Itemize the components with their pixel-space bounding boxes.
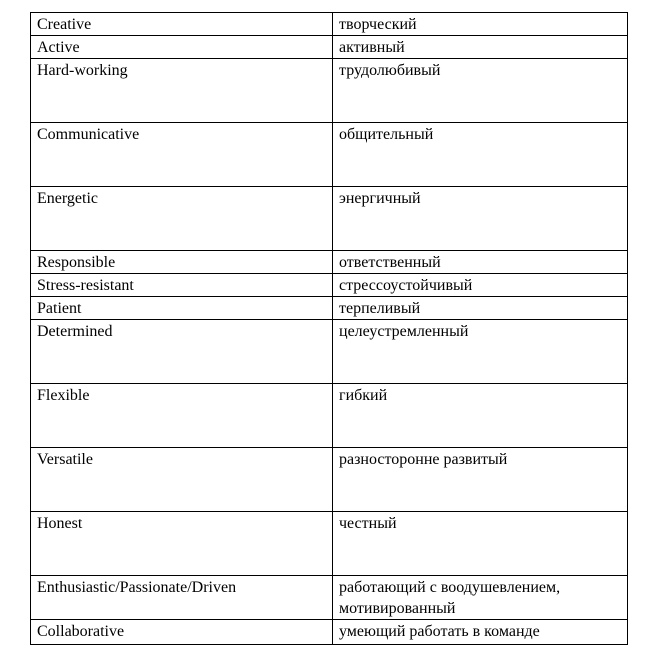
russian-translation-cell: терпеливый: [333, 297, 628, 320]
russian-translation-cell: общительный: [333, 123, 628, 187]
russian-translation-cell: активный: [333, 36, 628, 59]
russian-translation-cell: работающий с воодушевлением, мотивированный: [333, 576, 628, 620]
table-row: [31, 274, 628, 297]
russian-translation-cell: энергичный: [333, 187, 628, 251]
table-row: [31, 448, 628, 512]
table-row: [31, 187, 628, 251]
english-word-cell: Versatile: [31, 448, 333, 512]
english-word-cell: Active: [31, 36, 333, 59]
english-word-cell: Collaborative: [31, 620, 333, 645]
table-row: [31, 320, 628, 384]
russian-translation-cell: трудолюбивый: [333, 59, 628, 123]
english-word-cell: Hard-working: [31, 59, 333, 123]
table-row: [31, 620, 628, 645]
russian-translation-cell: умеющий работать в команде: [333, 620, 628, 645]
table-row: [31, 297, 628, 320]
english-word-cell: Patient: [31, 297, 333, 320]
russian-translation-cell: ответственный: [333, 251, 628, 274]
table-row: [31, 13, 628, 36]
english-word-cell: Honest: [31, 512, 333, 576]
table-row: [31, 59, 628, 123]
english-word-cell: Communicative: [31, 123, 333, 187]
vocabulary-table: [30, 12, 628, 645]
russian-translation-cell: стрессоустойчивый: [333, 274, 628, 297]
vocabulary-table-body: [31, 13, 628, 645]
table-row: [31, 512, 628, 576]
russian-translation-cell: гибкий: [333, 384, 628, 448]
english-word-cell: Stress-resistant: [31, 274, 333, 297]
english-word-cell: Flexible: [31, 384, 333, 448]
english-word-cell: Energetic: [31, 187, 333, 251]
russian-translation-cell: целеустремленный: [333, 320, 628, 384]
russian-translation-cell: творческий: [333, 13, 628, 36]
russian-translation-cell: разносторонне развитый: [333, 448, 628, 512]
english-word-cell: Determined: [31, 320, 333, 384]
table-row: [31, 251, 628, 274]
table-row: [31, 123, 628, 187]
table-row: [31, 576, 628, 620]
english-word-cell: Enthusiastic/Passionate/Driven: [31, 576, 333, 620]
table-row: [31, 36, 628, 59]
table-row: [31, 384, 628, 448]
russian-translation-cell: честный: [333, 512, 628, 576]
english-word-cell: Responsible: [31, 251, 333, 274]
english-word-cell: Creative: [31, 13, 333, 36]
